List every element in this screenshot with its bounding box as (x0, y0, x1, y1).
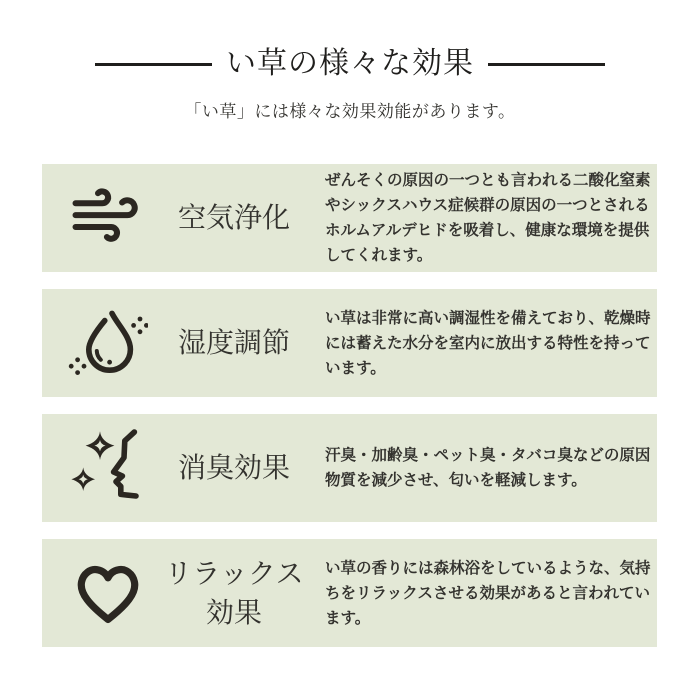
effect-card-list (42, 164, 657, 647)
card-title: リラックス効果 (164, 556, 304, 629)
humidity-drop-icon (68, 303, 148, 383)
card-title: 消臭効果 (177, 451, 290, 485)
effect-card-humidity-control (42, 289, 657, 397)
effect-card-deodorizing (42, 414, 657, 522)
card-title: 湿度調節 (177, 326, 290, 360)
title-row (0, 44, 700, 84)
effect-card-air-purification (42, 164, 657, 272)
heart-icon (68, 553, 148, 633)
section-header (0, 0, 700, 122)
effect-card-relaxation (42, 539, 657, 647)
card-description: い草は非常に高い調湿性を備えており、乾燥時には蓄えた水分を室内に放出する特性を持っています。 (325, 308, 651, 377)
card-description: 汗臭・加齢臭・ペット臭・タバコ臭などの原因物質を減少させ、匂いを軽減します。 (325, 446, 651, 489)
card-description: ぜんそくの原因の一つとも言われる二酸化窒素やシックスハウス症候群の原因の一つとされるホルムアルデヒドを吸着し、健康な環境を提供してくれます。 (325, 171, 651, 264)
card-description: い草の香りには森林浴をしているような、気持ちをリラックスさせる効果があると言われています。 (325, 558, 651, 627)
title-decor-line-right (488, 63, 605, 66)
title-decor-line-left (95, 63, 212, 66)
card-title: 空気浄化 (177, 201, 290, 235)
deodorize-nose-sparkle-icon (68, 428, 148, 508)
page-subtitle: 「い草」には様々な効果効能があります。 (184, 102, 516, 122)
wind-icon (68, 178, 148, 258)
page-title: い草の様々な効果 (226, 46, 474, 81)
